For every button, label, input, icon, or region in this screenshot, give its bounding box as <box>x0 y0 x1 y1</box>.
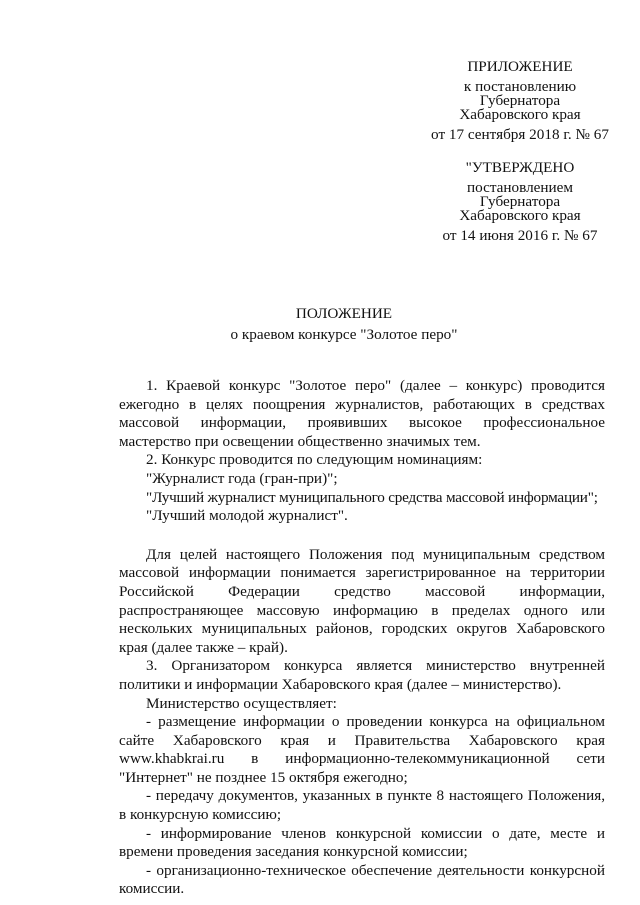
appendix-header <box>410 58 630 145</box>
ministry-item-2: - передачу документов, указанных в пункте 8 настоящего Положения, в конкурсную комиссию; <box>119 787 605 824</box>
nomination-3: "Лучший молодой журналист". <box>146 507 348 525</box>
document-title: ПОЛОЖЕНИЕ <box>295 305 393 322</box>
paragraph-1: 1. Краевой конкурс "Золотое перо" (далее – конкурс) проводится ежегодно в целях поощрения журналистов, работающих в средствах массовой информации, проявивших высокое профессиональное мастерство при освещении общественно значимых тем. <box>119 377 605 450</box>
ministry-item-3: - информирование членов конкурсной комиссии о дате, месте и времени проведения заседания конкурсной комиссии; <box>119 824 605 861</box>
nomination-1: "Журналист года (гран-при)"; <box>146 469 338 487</box>
ministry-item-4: - организационно-техническое обеспечение деятельности конкурсной комиссии. <box>119 861 605 898</box>
ministry-item-1: - размещение информации о проведении конкурса на официальном сайте Хабаровского края и Правительства Хабаровского края www.khabkrai.ru в информационно-телекоммуникационной сети "Интернет" не позднее 15 октября ежегодно; <box>119 713 605 786</box>
appendix-title: ПРИЛОЖЕНИЕ <box>467 58 573 75</box>
approved-line-3: Хабаровского края <box>459 207 581 224</box>
appendix-line-3: Хабаровского края <box>459 106 581 123</box>
approved-line-4: от 14 июня 2016 г. № 67 <box>442 227 598 244</box>
paragraph-definition: Для целей настоящего Положения под муниципальным средством массовой информации понимается зарегистрированное на территории Российской Федерации средство массовой информации, распространяющее массовую информацию в пределах одного или нескольких муниципальных районов, городских округов Хабаровского края (далее также – край). <box>119 545 605 656</box>
paragraph-gap <box>119 526 605 546</box>
document-subtitle: о краевом конкурсе "Золотое перо" <box>230 326 458 343</box>
paragraph-2: 2. Конкурс проводится по следующим номинациям: <box>146 451 483 469</box>
document-title-block <box>48 305 640 345</box>
approved-title: "УТВЕРЖДЕНО <box>465 159 575 176</box>
appendix-line-1: к постановлению <box>463 78 577 95</box>
approved-line-1: постановлением <box>466 179 574 196</box>
approved-header <box>410 159 630 246</box>
nomination-2: "Лучший журналист муниципального средства массовой информации"; <box>146 488 598 506</box>
appendix-line-2: Губернатора <box>479 92 561 109</box>
appendix-line-4: от 17 сентября 2018 г. № 67 <box>431 126 609 143</box>
approved-line-2: Губернатора <box>479 193 561 210</box>
document-body <box>119 377 605 899</box>
paragraph-ministry: Министерство осуществляет: <box>146 694 337 712</box>
paragraph-3: 3. Организатором конкурса является министерство внутренней политики и информации Хабаровского края (далее – министерство). <box>119 657 605 693</box>
